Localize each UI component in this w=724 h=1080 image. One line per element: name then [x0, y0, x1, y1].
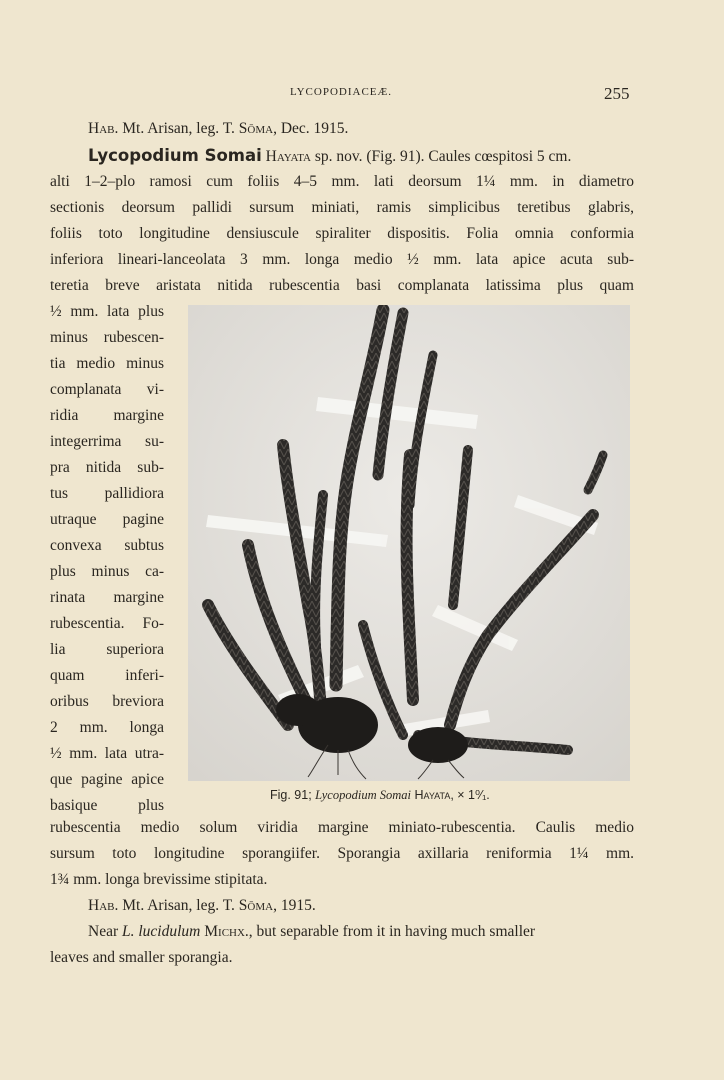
- note-species: L. lucidulum: [122, 923, 201, 940]
- species-heading-line: [88, 143, 571, 170]
- hab-date: , Dec. 1915.: [273, 120, 349, 137]
- caption-prefix: Fig. 91;: [270, 788, 316, 802]
- species-name: Lycopodium Somai: [88, 146, 262, 165]
- note-near: Near: [88, 923, 122, 940]
- note-line-2: leaves and smaller sporangia.: [50, 949, 233, 966]
- narrow-line: quam inferi-: [50, 667, 164, 684]
- body-line-1: alti 1–2–plo ramosi cum foliis 4–5 mm. lati deorsum 1¼ mm. in diametro: [50, 173, 634, 190]
- caption-species: Lycopodium Somai: [315, 788, 411, 802]
- body-line-4: inferiora lineari-lanceolata 3 mm. longa medio ½ mm. lata apice acuta sub-: [50, 251, 634, 268]
- narrow-line: integerrima su-: [50, 433, 164, 450]
- hab-date: , 1915.: [273, 897, 316, 914]
- body-line-5: teretia breve aristata nitida rubescentia basi complanata latissima plus quam: [50, 277, 634, 294]
- narrow-line: ridia margine: [50, 407, 164, 424]
- narrow-line: pra nitida sub-: [50, 459, 164, 476]
- body-line-2: sectionis deorsum pallidi sursum miniati, ramis simplicibus teretibus glabris,: [50, 199, 634, 216]
- narrow-line: utraque pagine: [50, 511, 164, 528]
- narrow-line: ½ mm. lata plus: [50, 303, 164, 320]
- narrow-line: plus minus ca-: [50, 563, 164, 580]
- page-number: 255: [604, 84, 630, 103]
- species-author: Hayata: [265, 148, 311, 165]
- after-line-3: 1¾ mm. longa brevissime stipitata.: [50, 871, 268, 888]
- hab-text: Mt. Arisan, leg. T.: [118, 897, 239, 914]
- narrow-line: complanata vi-: [50, 381, 164, 398]
- note-line-1: [88, 919, 634, 945]
- collector-name: Sōma: [238, 120, 274, 137]
- collector-name: Sōma: [238, 897, 274, 914]
- hab-label: Hab.: [88, 897, 119, 914]
- caption-scale: × 1⁰⁄₁.: [453, 788, 490, 802]
- habitat-line-2: [88, 893, 316, 919]
- running-head: [0, 84, 724, 104]
- narrow-line: minus rubescen-: [50, 329, 164, 346]
- after-line-2: sursum toto longitudine sporangiifer. Sporangia axillaria reniformia 1¼ mm.: [50, 845, 634, 862]
- note-rest: , but separable from it in having much smaller: [248, 923, 536, 940]
- species-rest: sp. nov. (Fig. 91). Caules cœspitosi 5 cm.: [311, 148, 572, 165]
- narrow-line: rubescentia. Fo-: [50, 615, 164, 632]
- narrow-line: tia medio minus: [50, 355, 164, 372]
- narrow-line: que pagine apice: [50, 771, 164, 788]
- specimen-photograph: [188, 305, 630, 781]
- note-author: Michx.: [200, 923, 249, 940]
- narrow-line: rinata margine: [50, 589, 164, 606]
- narrow-line: ½ mm. lata utra-: [50, 745, 164, 762]
- hab-text: Mt. Arisan, leg. T.: [118, 120, 239, 137]
- narrow-line: tus pallidiora: [50, 485, 164, 502]
- figure-caption: [270, 787, 490, 803]
- hab-label: Hab.: [88, 120, 119, 137]
- body-line-3: foliis toto longitudine densiuscule spiraliter dispositis. Folia omnia conformia: [50, 225, 634, 242]
- habitat-line-1: [88, 116, 348, 142]
- specimen-drawing: [188, 305, 630, 781]
- running-title: LYCOPODIACEÆ.: [290, 86, 393, 98]
- caption-author: Hayata,: [410, 788, 454, 802]
- narrow-line: lia superiora: [50, 641, 164, 658]
- after-line-1: rubescentia medio solum viridia margine miniato-rubescentia. Caulis medio: [50, 819, 634, 836]
- narrow-line: oribus breviora: [50, 693, 164, 710]
- narrow-line: 2 mm. longa: [50, 719, 164, 736]
- narrow-line: convexa subtus: [50, 537, 164, 554]
- narrow-line: basique plus: [50, 797, 164, 814]
